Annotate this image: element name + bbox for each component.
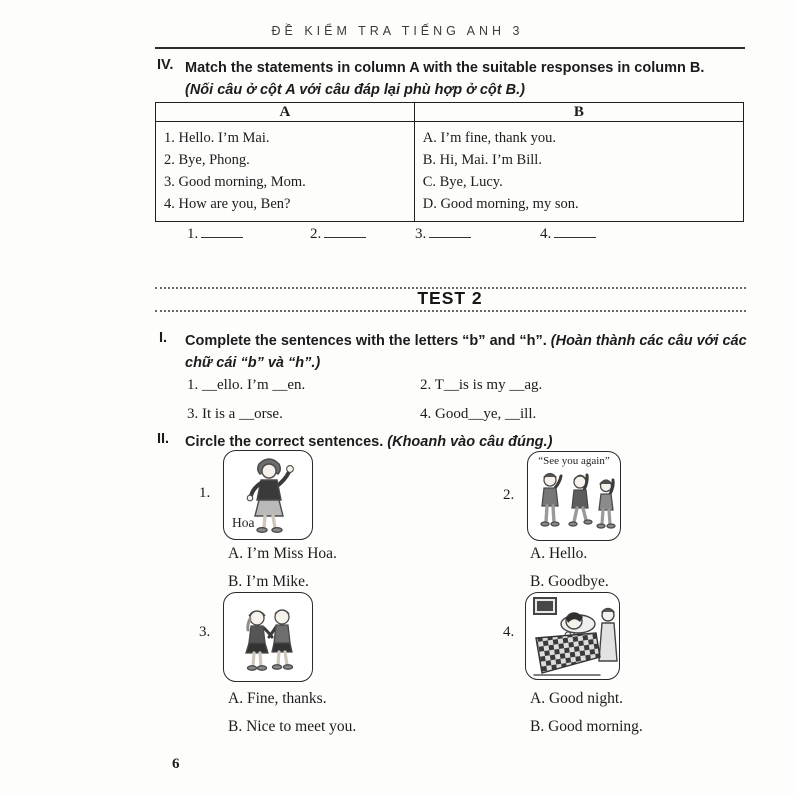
fill-item-3: 3. It is a __orse.: [187, 406, 283, 422]
section1-title-en: Complete the sentences with the letters “b” and “h”.: [185, 333, 547, 349]
statement-3: 3. Good morning, Mom.: [164, 174, 306, 190]
match-table: [155, 102, 744, 222]
answer-blank-1-line: [201, 226, 243, 238]
question-1-number: 1.: [199, 485, 211, 501]
section2-numeral: II.: [157, 431, 170, 447]
question-4-option-b: B. Good morning.: [530, 718, 643, 735]
boy-in-bed-illustration: [526, 593, 620, 680]
match-table-header-b: B: [414, 103, 743, 122]
test2-title: TEST 2: [417, 288, 483, 308]
section1-heading: [185, 330, 747, 374]
section4-heading: [185, 57, 745, 101]
statement-2: 2. Bye, Phong.: [164, 152, 250, 168]
question-2-picture-box: [527, 451, 621, 541]
question-3-option-b: B. Nice to meet you.: [228, 718, 357, 735]
section1-numeral: I.: [159, 330, 168, 346]
question-3-picture-box: [223, 592, 313, 682]
response-c: C. Bye, Lucy.: [422, 174, 503, 190]
match-table-body-row: [156, 122, 744, 222]
question-2-option-a: A. Hello.: [530, 545, 588, 562]
question-1-options: [228, 540, 337, 596]
question-2-number: 2.: [503, 487, 515, 503]
question-3-options: [228, 685, 356, 741]
match-table-column-a: [156, 122, 415, 222]
answer-blank-1-label: 1.: [187, 226, 199, 242]
header-rule: [155, 47, 745, 49]
answer-blank-4-label: 4.: [540, 226, 552, 242]
question-1-caption: Hoa: [232, 515, 255, 530]
question-4-option-a: A. Good night.: [530, 690, 623, 707]
section2-title-en: Circle the correct sentences.: [185, 434, 384, 450]
response-a: A. I’m fine, thank you.: [422, 130, 557, 146]
question-2-caption: “See you again”: [538, 455, 610, 467]
question-3-number: 3.: [199, 624, 211, 640]
answer-blank-3-label: 3.: [415, 226, 427, 242]
question-1-option-a: A. I’m Miss Hoa.: [228, 545, 337, 562]
question-1-picture-box: [223, 450, 313, 540]
response-b: B. Hi, Mai. I’m Bill.: [422, 152, 542, 168]
answer-blank-2-label: 2.: [310, 226, 322, 242]
fill-item-4: 4. Good__ye, __ill.: [420, 406, 537, 422]
page-header-title: ĐỀ KIỂM TRA TIẾNG ANH 3: [271, 24, 524, 38]
test2-dotted-rule-bottom: [155, 310, 746, 312]
section4-numeral: IV.: [157, 57, 174, 73]
question-2-option-b: B. Goodbye.: [530, 573, 609, 590]
answer-blank-3: [415, 226, 471, 243]
match-table-column-b: [414, 122, 743, 222]
fill-item-2: 2. T__is is my __ag.: [420, 377, 543, 393]
question-4-picture-box: [525, 592, 620, 680]
section1-title-vi: (Hoàn thành các câu với các chữ cái “b” và “h”.): [185, 333, 747, 371]
answer-blank-2: [310, 226, 366, 243]
response-d: D. Good morning, my son.: [422, 196, 579, 212]
question-4-options: [530, 685, 643, 741]
page-number: 6: [172, 756, 180, 772]
statement-1: 1. Hello. I’m Mai.: [164, 130, 270, 146]
question-1-option-b: B. I’m Mike.: [228, 573, 309, 590]
section4-title-vi: (Nối câu ở cột A với câu đáp lại phù hợp ở cột B.): [185, 82, 525, 98]
match-table-header-a: A: [156, 103, 415, 122]
two-kids-greeting-illustration: [224, 593, 313, 682]
question-3-option-a: A. Fine, thanks.: [228, 690, 327, 707]
answer-blank-1: [187, 226, 243, 243]
section2-title-vi: (Khoanh vào câu đúng.): [387, 434, 553, 450]
match-table-header-row: [156, 103, 744, 122]
fill-item-1: 1. __ello. I’m __en.: [187, 377, 306, 393]
answer-blank-4: [540, 226, 596, 243]
section4-title-en: Match the statements in column A with the suitable responses in column B.: [185, 60, 705, 76]
answer-blank-2-line: [324, 226, 366, 238]
question-2-options: [530, 540, 609, 596]
question-4-number: 4.: [503, 624, 515, 640]
answer-blank-4-line: [554, 226, 596, 238]
answer-blank-3-line: [429, 226, 471, 238]
statement-4: 4. How are you, Ben?: [164, 196, 291, 212]
